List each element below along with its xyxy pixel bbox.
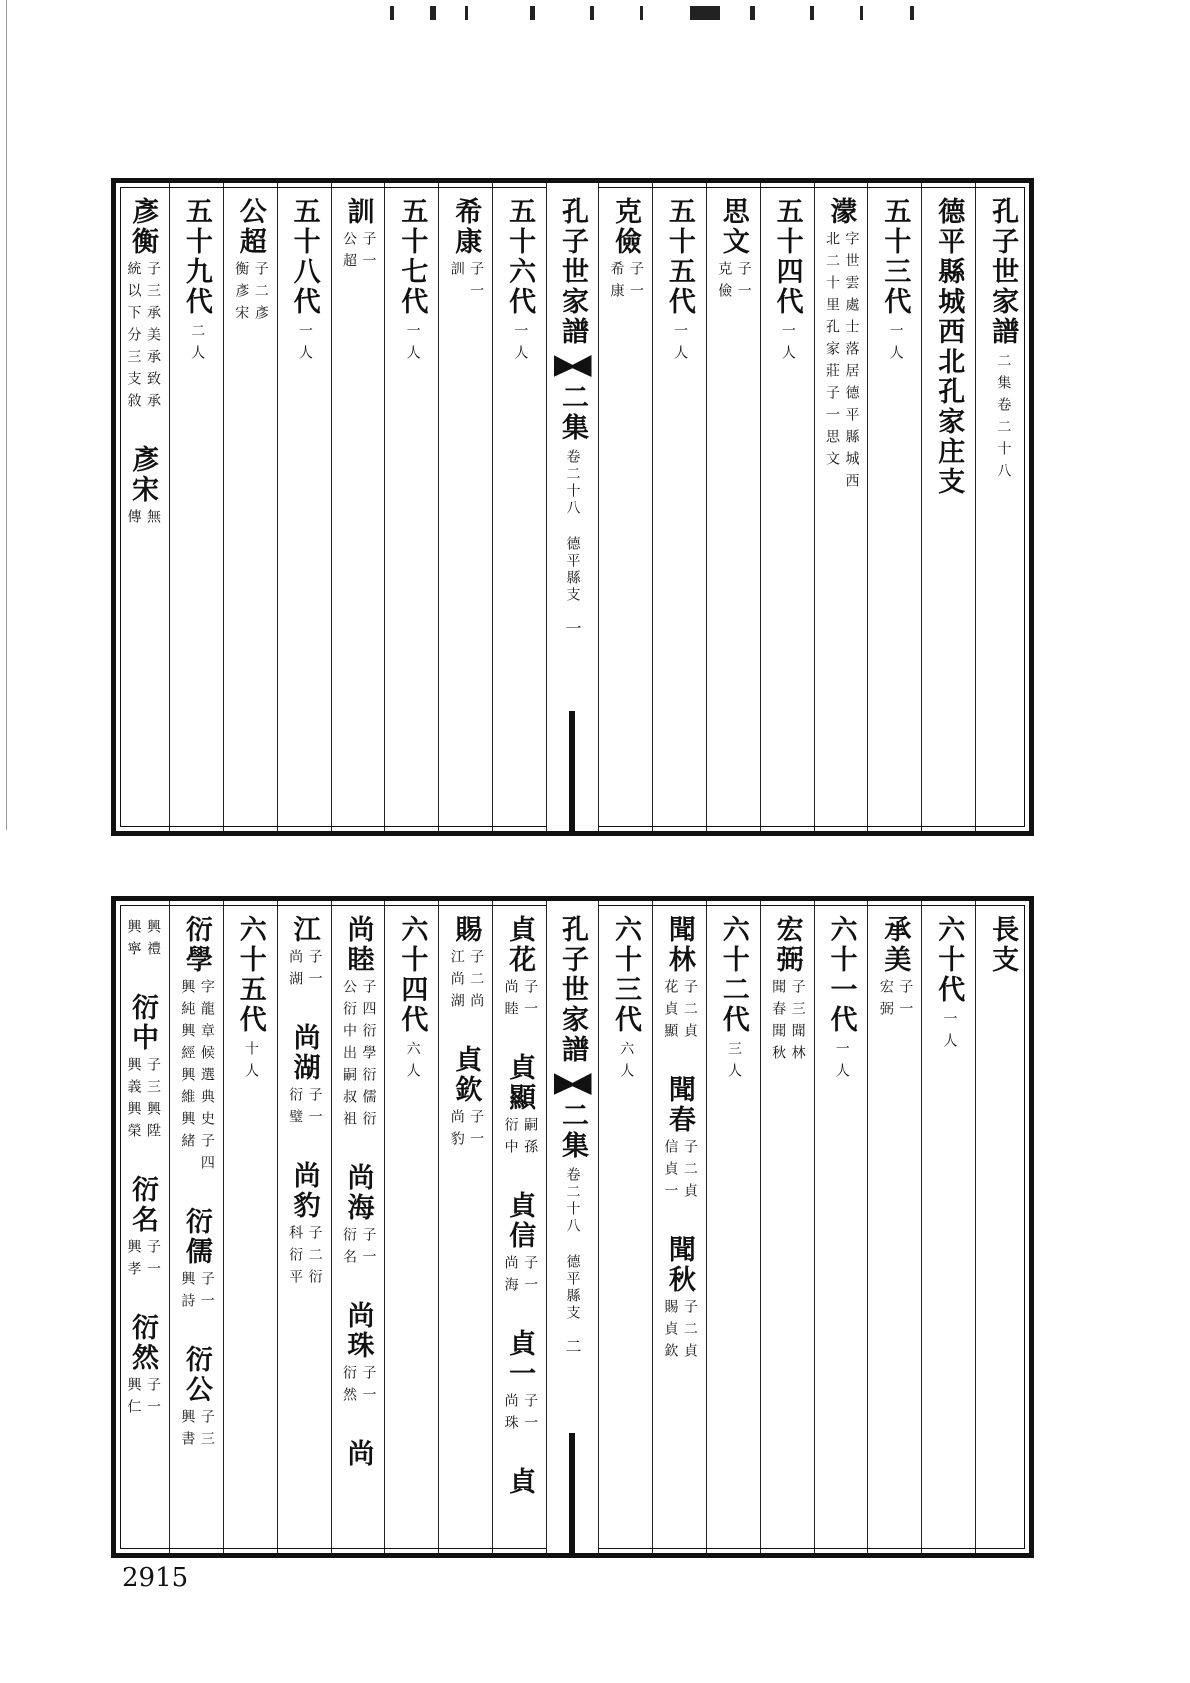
entry-annotation bbox=[124, 1377, 161, 1421]
entry-annotation bbox=[822, 231, 859, 495]
annotation-line: 北二十里孔家莊子一思文 bbox=[823, 231, 840, 473]
genealogy-column bbox=[223, 183, 277, 831]
genealogy-column bbox=[760, 901, 814, 1553]
book-title: 孔子世家譜 bbox=[557, 915, 588, 1065]
annotation-line: 衍名 bbox=[340, 1227, 357, 1271]
entry-name: 六十三代 bbox=[609, 915, 641, 1035]
entry-name: 五十七代 bbox=[396, 197, 428, 317]
entry-annotation bbox=[661, 1139, 698, 1205]
entry-name: 六十四代 bbox=[396, 915, 428, 1035]
annotation-line: 子四衍學衍儒衍 bbox=[360, 979, 377, 1133]
volume-label: 卷二十八 德平縣支 bbox=[564, 449, 581, 604]
genealogy-column bbox=[921, 183, 975, 831]
entry-annotation bbox=[501, 1255, 538, 1299]
entry-name: 五十六代 bbox=[504, 197, 536, 317]
bottom-genealogy-block bbox=[111, 896, 1034, 1558]
entry-name: 五十三代 bbox=[879, 197, 911, 317]
center-bar bbox=[569, 711, 575, 831]
genealogy-column bbox=[169, 183, 223, 831]
annotation-line: 子一 bbox=[627, 261, 644, 305]
entry-note: 一人 bbox=[404, 323, 421, 367]
entry-name: 貞一 bbox=[504, 1329, 536, 1389]
genealogy-column bbox=[331, 901, 385, 1553]
genealogy-column bbox=[223, 901, 277, 1553]
entry-name: 五十九代 bbox=[180, 197, 212, 317]
entry-note: 三人 bbox=[725, 1041, 742, 1085]
genealogy-column bbox=[867, 901, 921, 1553]
entry-name: 思文 bbox=[717, 197, 749, 257]
annotation-line: 尚海 bbox=[502, 1255, 519, 1299]
entry-annotation bbox=[501, 1393, 538, 1437]
volume-label: 卷二十八 德平縣支 bbox=[564, 1167, 581, 1322]
genealogy-column bbox=[277, 183, 331, 831]
annotation-line: 賜貞欽 bbox=[662, 1299, 679, 1365]
annotation-line: 子三 bbox=[198, 1409, 215, 1453]
entry-name: 貞顯 bbox=[504, 1053, 536, 1113]
annotation-line: 希康 bbox=[608, 261, 625, 305]
center-title-column bbox=[546, 183, 598, 831]
entry-annotation bbox=[715, 261, 752, 305]
annotation-line: 衍然 bbox=[340, 1365, 357, 1409]
annotation-line: 子一 bbox=[522, 1255, 539, 1299]
center-bar bbox=[569, 1433, 575, 1553]
leaf-number: 一 bbox=[563, 620, 582, 636]
entry-name: 公超 bbox=[234, 197, 266, 257]
entry-annotation bbox=[178, 979, 215, 1177]
entry-name: 尚珠 bbox=[342, 1301, 374, 1361]
entry-note: 一人 bbox=[779, 323, 796, 367]
entry-note: 六人 bbox=[618, 1041, 635, 1085]
annotation-line: 興義興榮 bbox=[125, 1057, 142, 1145]
entry-name: 克儉 bbox=[609, 197, 641, 257]
annotation-line: 衡彥宋 bbox=[233, 261, 250, 327]
entry-name: 六十一代 bbox=[825, 915, 857, 1035]
entry-annotation bbox=[876, 979, 913, 1023]
entry-name: 承美 bbox=[879, 915, 911, 975]
annotation-line: 科衍平 bbox=[287, 1225, 304, 1291]
genealogy-column bbox=[277, 901, 331, 1553]
entry-note: 一人 bbox=[887, 323, 904, 367]
annotation-line: 子一 bbox=[198, 1271, 215, 1315]
annotation-line: 子一 bbox=[735, 261, 752, 305]
entry-name: 德平縣城西北孔家庄支 bbox=[933, 197, 965, 497]
entry-note: 二集卷二十八 bbox=[995, 353, 1012, 485]
entry-annotation bbox=[661, 979, 698, 1045]
entry-name: 衍名 bbox=[126, 1175, 158, 1235]
annotation-line: 子一 bbox=[522, 1393, 539, 1437]
entry-name: 尚睦 bbox=[342, 915, 374, 975]
annotation-line: 公超 bbox=[340, 231, 357, 275]
genealogy-column bbox=[438, 901, 492, 1553]
entry-annotation bbox=[178, 1271, 215, 1315]
entry-name: 尚 bbox=[342, 1439, 374, 1469]
genealogy-column bbox=[814, 183, 868, 831]
genealogy-column bbox=[706, 183, 760, 831]
entry-annotation bbox=[501, 1117, 538, 1161]
annotation-line: 聞春聞秋 bbox=[770, 979, 787, 1067]
annotation-line: 字龍章候選典史子四 bbox=[198, 979, 215, 1177]
annotation-line: 子二尚 bbox=[468, 949, 485, 1015]
collection-label: 二集 bbox=[557, 383, 588, 443]
entry-note: 十人 bbox=[242, 1041, 259, 1085]
entry-name: 衍公 bbox=[180, 1345, 212, 1405]
entry-annotation bbox=[339, 1365, 376, 1409]
annotation-line: 子三興陞 bbox=[144, 1057, 161, 1145]
entry-name: 貞花 bbox=[504, 915, 536, 975]
annotation-line: 克儉 bbox=[716, 261, 733, 305]
annotation-line: 尚湖 bbox=[287, 949, 304, 993]
entry-name: 訓 bbox=[342, 197, 374, 227]
entry-name: 江 bbox=[288, 915, 320, 945]
entry-name: 六十代 bbox=[933, 915, 965, 1005]
annotation-line: 子二彥 bbox=[252, 261, 269, 327]
entry-annotation bbox=[178, 1409, 215, 1453]
entry-name: 宏弼 bbox=[771, 915, 803, 975]
annotation-line: 訓 bbox=[448, 261, 465, 283]
annotation-line: 子三聞林 bbox=[789, 979, 806, 1067]
entry-name: 衍儒 bbox=[180, 1207, 212, 1267]
entry-note: 一人 bbox=[672, 323, 689, 367]
entry-name: 長支 bbox=[987, 915, 1019, 975]
annotation-line: 興孝 bbox=[125, 1239, 142, 1283]
genealogy-column bbox=[384, 183, 438, 831]
annotation-line: 子一 bbox=[360, 1365, 377, 1409]
entry-note: 一人 bbox=[512, 323, 529, 367]
entry-name: 衍學 bbox=[180, 915, 212, 975]
entry-name: 五十四代 bbox=[771, 197, 803, 317]
annotation-line: 字世雲處士落居德平縣城西 bbox=[843, 231, 860, 495]
leaf-number: 二 bbox=[563, 1338, 582, 1354]
genealogy-column bbox=[384, 901, 438, 1553]
entry-name: 彥衡 bbox=[126, 197, 158, 257]
annotation-line: 子一 bbox=[144, 1239, 161, 1283]
fish-tail-mark bbox=[554, 1073, 592, 1095]
entry-name: 尚海 bbox=[342, 1163, 374, 1223]
entry-annotation bbox=[501, 979, 538, 1023]
center-title-column bbox=[546, 901, 598, 1553]
annotation-line: 興書 bbox=[179, 1409, 196, 1453]
entry-annotation bbox=[124, 919, 161, 963]
annotation-line: 傳 bbox=[125, 509, 142, 531]
genealogy-column bbox=[814, 901, 868, 1553]
annotation-line: 興純興經興維興緒 bbox=[179, 979, 196, 1155]
annotation-line: 信貞一 bbox=[662, 1139, 679, 1205]
entry-note: 六人 bbox=[404, 1041, 421, 1085]
entry-annotation bbox=[124, 261, 161, 415]
genealogy-column bbox=[116, 901, 169, 1553]
entry-annotation bbox=[769, 979, 806, 1067]
entry-name: 尚豹 bbox=[288, 1161, 320, 1221]
entry-annotation bbox=[286, 1087, 323, 1131]
entry-annotation bbox=[286, 949, 323, 993]
annotation-line: 統以下分三支敘 bbox=[125, 261, 142, 415]
annotation-line: 嗣孫 bbox=[522, 1117, 539, 1161]
entry-annotation bbox=[447, 949, 484, 1015]
genealogy-column bbox=[598, 183, 652, 831]
annotation-line: 興禮 bbox=[144, 919, 161, 963]
genealogy-column bbox=[760, 183, 814, 831]
page-number: 2915 bbox=[122, 1563, 189, 1593]
entry-name: 孔子世家譜 bbox=[987, 197, 1019, 347]
genealogy-column bbox=[116, 183, 169, 831]
genealogy-column bbox=[975, 901, 1029, 1553]
genealogy-column bbox=[975, 183, 1029, 831]
entry-name: 六十二代 bbox=[717, 915, 749, 1035]
entry-name: 貞信 bbox=[504, 1191, 536, 1251]
genealogy-column bbox=[867, 183, 921, 831]
entry-annotation bbox=[661, 1299, 698, 1365]
annotation-line: 子一 bbox=[897, 979, 914, 1023]
annotation-line: 子二貞 bbox=[681, 1139, 698, 1205]
entry-annotation bbox=[339, 231, 376, 275]
entry-note: 一人 bbox=[833, 1041, 850, 1085]
genealogy-column bbox=[438, 183, 492, 831]
genealogy-column bbox=[331, 183, 385, 831]
annotation-line: 花貞顯 bbox=[662, 979, 679, 1045]
fish-tail-mark bbox=[554, 355, 592, 377]
top-scan-marks bbox=[390, 6, 950, 20]
annotation-line: 興詩 bbox=[179, 1271, 196, 1315]
annotation-line: 子一 bbox=[360, 231, 377, 275]
annotation-line: 宏弼 bbox=[877, 979, 894, 1023]
annotation-line: 子一 bbox=[468, 1109, 485, 1153]
top-genealogy-block bbox=[111, 178, 1034, 836]
annotation-line: 子一 bbox=[306, 1087, 323, 1131]
entry-annotation bbox=[607, 261, 644, 305]
entry-name: 貞欽 bbox=[450, 1045, 482, 1105]
genealogy-column bbox=[652, 183, 706, 831]
entry-name: 聞秋 bbox=[663, 1235, 695, 1295]
annotation-line: 尚珠 bbox=[502, 1393, 519, 1437]
annotation-line: 子一 bbox=[144, 1377, 161, 1421]
genealogy-column bbox=[706, 901, 760, 1553]
entry-name: 彥宋 bbox=[126, 445, 158, 505]
entry-annotation bbox=[232, 261, 269, 327]
annotation-line: 子一 bbox=[468, 261, 485, 305]
annotation-line: 子二貞 bbox=[681, 979, 698, 1045]
entry-name: 衍中 bbox=[126, 993, 158, 1053]
annotation-line: 尚睦 bbox=[502, 979, 519, 1023]
collection-label: 二集 bbox=[557, 1101, 588, 1161]
entry-name: 尚湖 bbox=[288, 1023, 320, 1083]
book-title: 孔子世家譜 bbox=[557, 197, 588, 347]
entry-name: 聞林 bbox=[663, 915, 695, 975]
entry-name: 六十五代 bbox=[234, 915, 266, 1035]
annotation-line: 子一 bbox=[306, 949, 323, 993]
annotation-line: 公衍中出嗣叔祖 bbox=[340, 979, 357, 1133]
entry-note: 二人 bbox=[189, 323, 206, 367]
entry-annotation bbox=[339, 1227, 376, 1271]
annotation-line: 江尚湖 bbox=[448, 949, 465, 1015]
entry-annotation bbox=[447, 261, 484, 305]
entry-name: 希康 bbox=[450, 197, 482, 257]
annotation-line: 子一 bbox=[360, 1227, 377, 1271]
entry-annotation bbox=[124, 1057, 161, 1145]
entry-name: 衍然 bbox=[126, 1313, 158, 1373]
genealogy-column bbox=[492, 901, 546, 1553]
annotation-line: 興寧 bbox=[125, 919, 142, 963]
genealogy-column bbox=[598, 901, 652, 1553]
annotation-line: 興仁 bbox=[125, 1377, 142, 1421]
entry-note: 一人 bbox=[941, 1011, 958, 1055]
annotation-line: 衍中 bbox=[502, 1117, 519, 1161]
entry-note: 一人 bbox=[296, 323, 313, 367]
annotation-line: 尚豹 bbox=[448, 1109, 465, 1153]
entry-annotation bbox=[124, 509, 161, 531]
entry-annotation bbox=[447, 1109, 484, 1153]
annotation-line: 子二貞 bbox=[681, 1299, 698, 1365]
genealogy-column bbox=[652, 901, 706, 1553]
annotation-line: 衍璧 bbox=[287, 1087, 304, 1131]
annotation-line: 子三承美承致承 bbox=[144, 261, 161, 415]
entry-name: 濛 bbox=[825, 197, 857, 227]
entry-annotation bbox=[124, 1239, 161, 1283]
entry-name: 賜 bbox=[450, 915, 482, 945]
genealogy-column bbox=[492, 183, 546, 831]
entry-name: 五十八代 bbox=[288, 197, 320, 317]
genealogy-column bbox=[921, 901, 975, 1553]
annotation-line: 無 bbox=[144, 509, 161, 531]
genealogy-column bbox=[169, 901, 223, 1553]
entry-name: 聞春 bbox=[663, 1075, 695, 1135]
entry-name: 五十五代 bbox=[663, 197, 695, 317]
entry-annotation bbox=[286, 1225, 323, 1291]
entry-name: 貞 bbox=[504, 1467, 536, 1497]
annotation-line: 子一 bbox=[522, 979, 539, 1023]
entry-annotation bbox=[339, 979, 376, 1133]
annotation-line: 子二衍 bbox=[306, 1225, 323, 1291]
page-edge-line bbox=[6, 0, 7, 830]
